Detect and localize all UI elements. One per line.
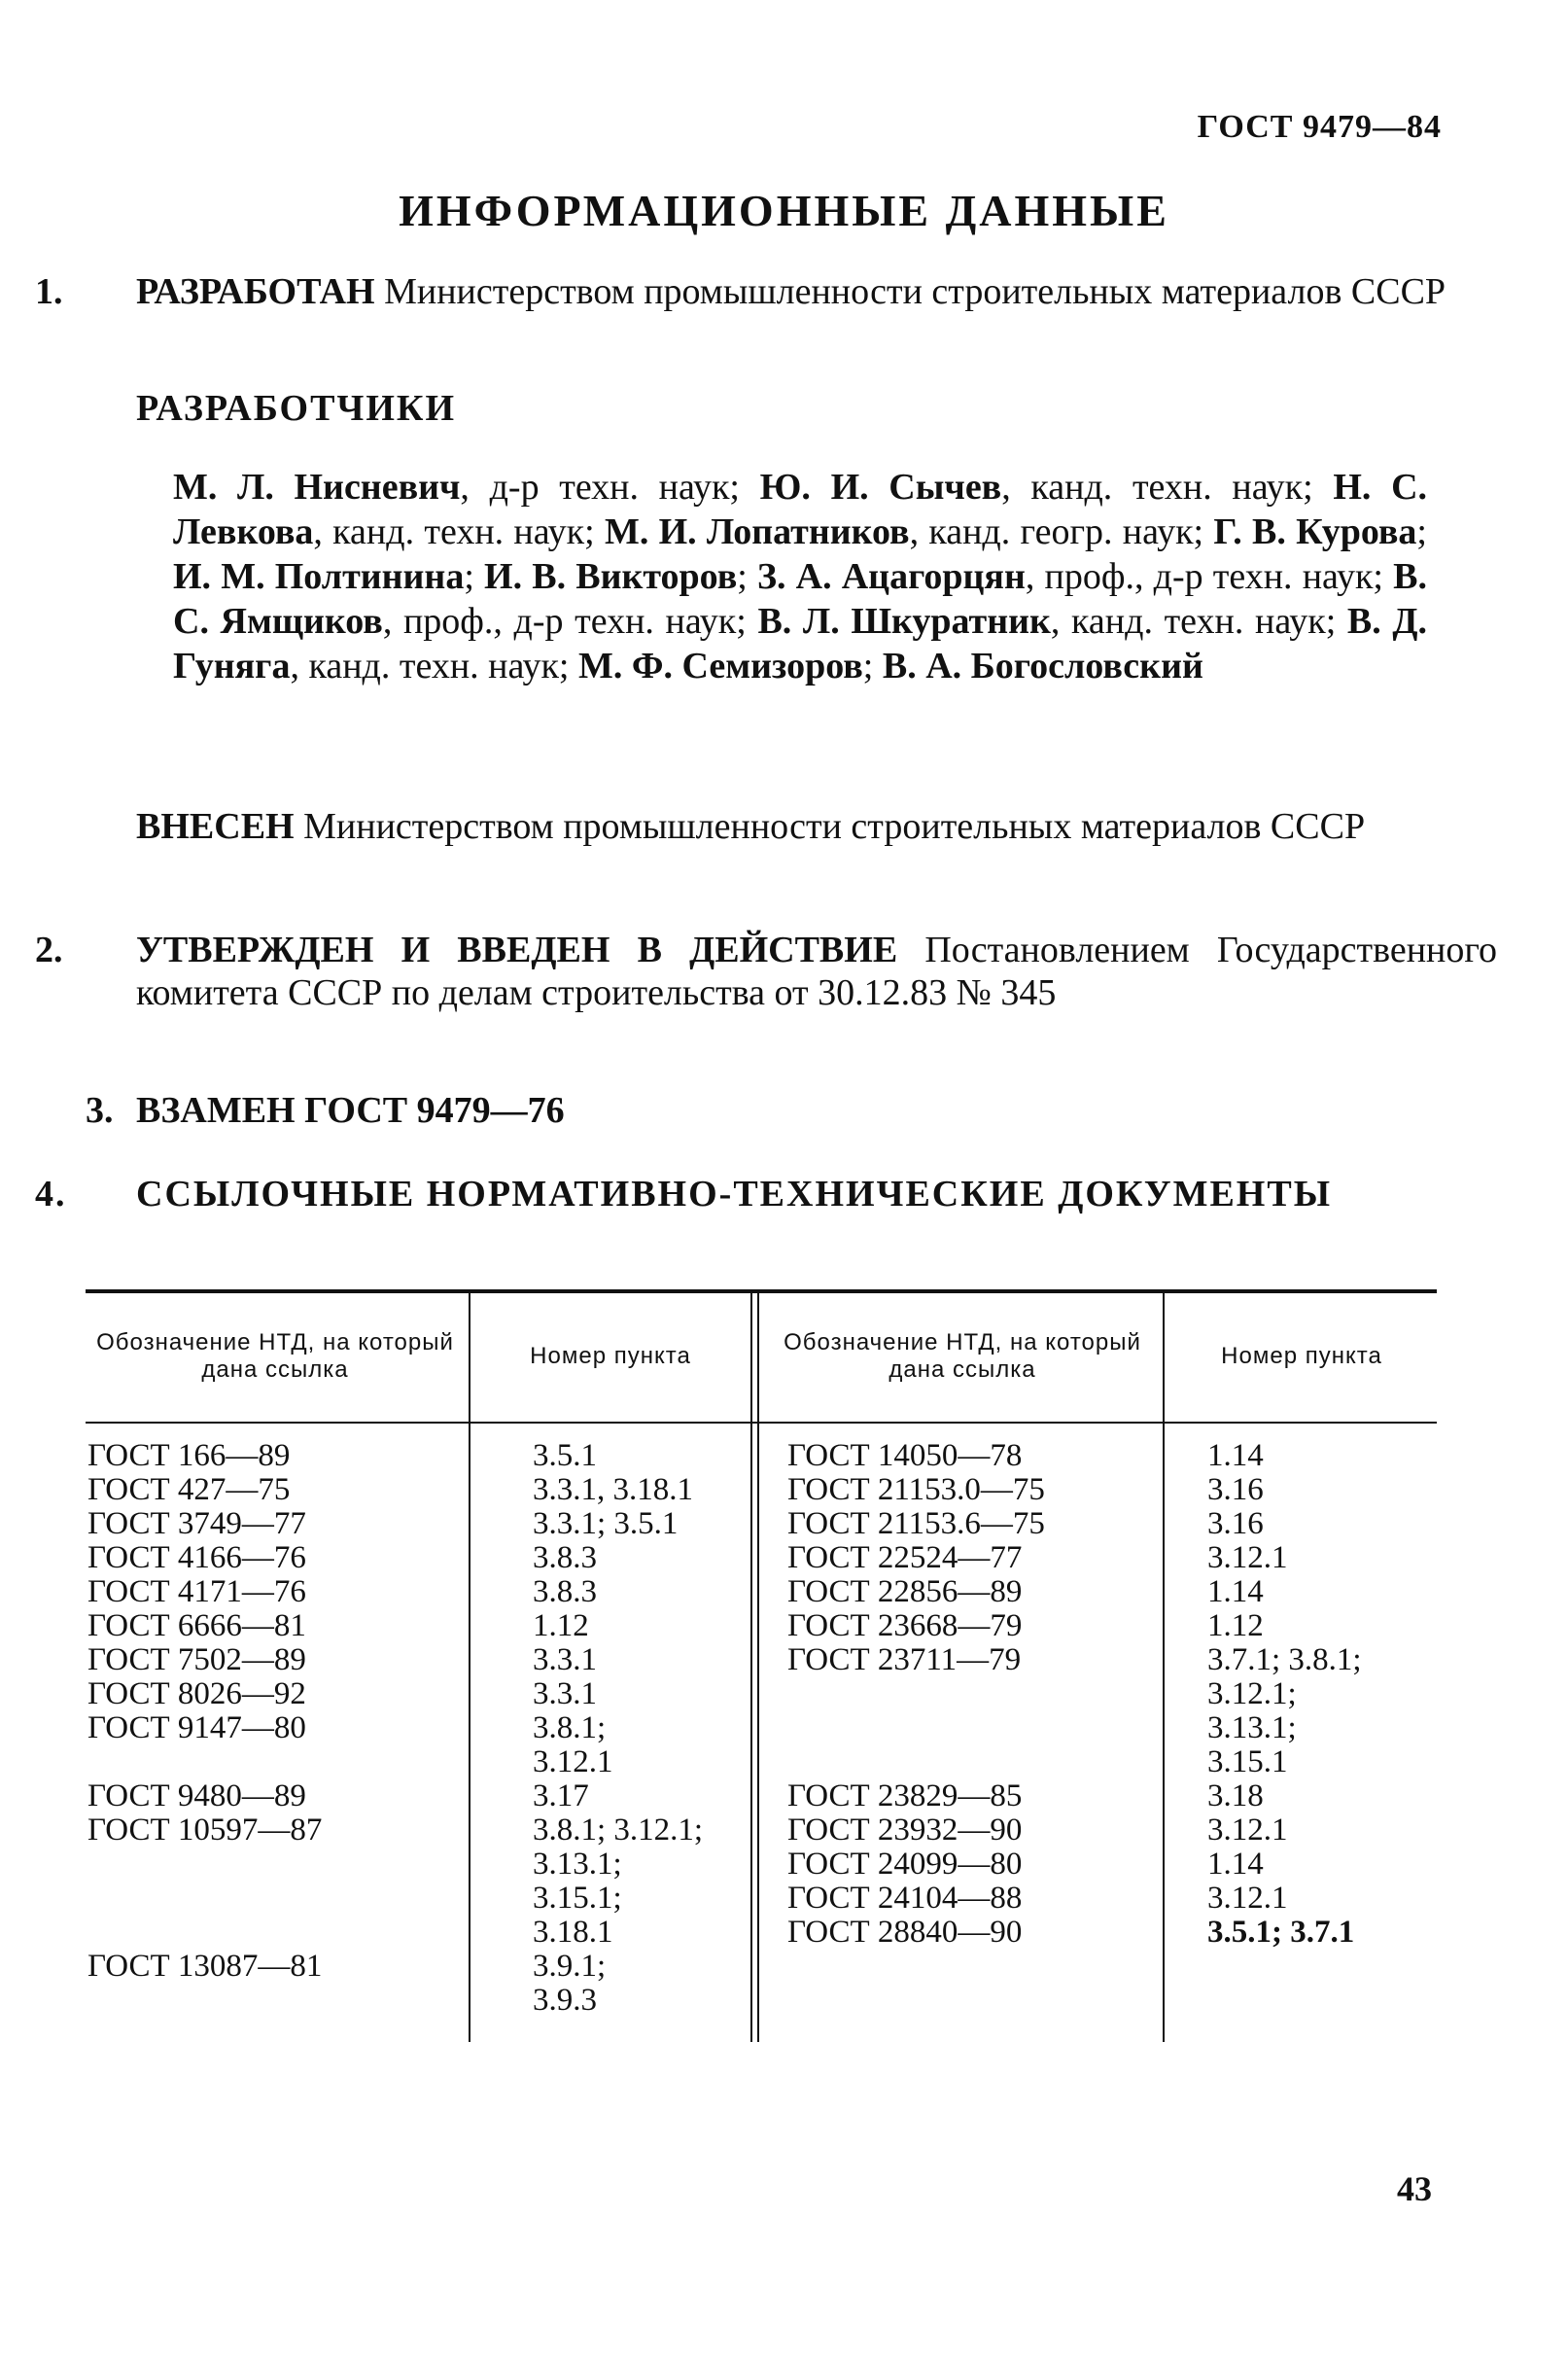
table-cell-doc: ГОСТ 4166—76 bbox=[87, 1540, 306, 1575]
page-number: 43 bbox=[1397, 2169, 1432, 2208]
developer-name: М. Л. Нисневич bbox=[173, 467, 461, 508]
developer-name: В. Л. Шкуратник bbox=[757, 601, 1051, 642]
introduced-by bbox=[136, 805, 1429, 848]
table-cell-doc bbox=[87, 1848, 462, 1882]
table-cell-point: 3.3.1, 3.18.1 bbox=[533, 1472, 693, 1507]
developer-name: И. М. Полтинина bbox=[173, 556, 465, 597]
table-cell-point: 3.12.1 bbox=[533, 1744, 613, 1779]
table-cell-doc: ГОСТ 23668—79 bbox=[787, 1608, 1023, 1643]
table-column-left-docs bbox=[87, 1439, 462, 2018]
table-cell-doc: ГОСТ 23711—79 bbox=[787, 1642, 1022, 1677]
item-lead: УТВЕРЖДЕН И ВВЕДЕН В ДЕЙСТВИЕ bbox=[136, 930, 898, 970]
item-lead: РАЗРАБОТАН bbox=[136, 271, 375, 312]
item-developed-by bbox=[35, 270, 1497, 313]
item-replaces bbox=[86, 1089, 1446, 1132]
developers-list bbox=[173, 465, 1427, 688]
table-cell-doc bbox=[787, 1677, 1157, 1711]
table-cell-doc: ГОСТ 427—75 bbox=[87, 1472, 291, 1507]
table-cell-point: 3.5.1; 3.7.1 bbox=[1207, 1915, 1355, 1950]
table-cell-point: 3.16 bbox=[1207, 1506, 1264, 1541]
table-cell-doc: ГОСТ 3749—77 bbox=[87, 1506, 306, 1541]
table-cell-point: 3.16 bbox=[1207, 1472, 1264, 1507]
table-cell-doc bbox=[87, 1984, 462, 2018]
table-cell-point: 3.5.1 bbox=[533, 1438, 597, 1473]
table-column-left-points bbox=[533, 1439, 751, 2018]
table-cell-doc: ГОСТ 8026—92 bbox=[87, 1676, 306, 1711]
table-cell-point: 3.8.3 bbox=[533, 1540, 597, 1575]
item-text: Постановлением Государственного комитета СССР по делам строительства от 30.12.83 № 345 bbox=[136, 930, 1498, 1013]
developer-name: В. С. Ямщиков bbox=[173, 556, 1427, 642]
table-cell-point: 3.3.1 bbox=[533, 1642, 597, 1677]
table-cell-point: 3.18 bbox=[1207, 1778, 1264, 1813]
item-text: Министерством промышленности строительных материалов СССР bbox=[384, 271, 1446, 312]
item-text: ССЫЛОЧНЫЕ НОРМАТИВНО-ТЕХНИЧЕСКИЕ ДОКУМЕНТЫ bbox=[136, 1174, 1333, 1214]
developer-title: ; bbox=[862, 646, 883, 686]
table-cell-doc: ГОСТ 9480—89 bbox=[87, 1778, 306, 1813]
table-cell-point: 1.12 bbox=[1207, 1608, 1264, 1643]
table-divider bbox=[757, 1293, 759, 2042]
developer-title: , д-р техн. наук; bbox=[460, 467, 760, 508]
table-cell-doc: ГОСТ 4171—76 bbox=[87, 1574, 306, 1609]
table-cell-point: 3.8.3 bbox=[533, 1574, 597, 1609]
page-title: ИНФОРМАЦИОННЫЕ ДАННЫЕ bbox=[399, 186, 1169, 235]
table-cell-doc: ГОСТ 22524—77 bbox=[787, 1540, 1023, 1575]
table-cell-doc: ГОСТ 28840—90 bbox=[787, 1915, 1023, 1950]
table-header-cell: Обозначение НТД, на который дана ссылка bbox=[784, 1329, 1141, 1383]
table-cell-doc: ГОСТ 24099—80 bbox=[787, 1847, 1023, 1882]
developer-title: , канд. техн. наук; bbox=[1050, 601, 1347, 642]
table-cell-point: 3.13.1; bbox=[533, 1847, 622, 1882]
table-cell-point: 3.17 bbox=[533, 1778, 589, 1813]
item-references bbox=[35, 1173, 1497, 1215]
item-number: 4. bbox=[35, 1174, 67, 1214]
table-header-cell: Номер пункта bbox=[530, 1343, 691, 1369]
table-cell-doc: ГОСТ 7502—89 bbox=[87, 1642, 306, 1677]
table-cell-point: 1.14 bbox=[1207, 1438, 1264, 1473]
table-divider bbox=[469, 1293, 470, 2042]
developer-name: Н. С. Левкова bbox=[173, 467, 1428, 552]
developer-title: ; bbox=[737, 556, 757, 597]
table-cell-doc: ГОСТ 23829—85 bbox=[787, 1778, 1023, 1813]
table-cell-doc: ГОСТ 21153.0—75 bbox=[787, 1472, 1045, 1507]
developer-title: , проф., д-р техн. наук; bbox=[382, 601, 758, 642]
item-number: 1. bbox=[35, 271, 63, 312]
table-cell-point: 3.8.1; 3.12.1; bbox=[533, 1812, 704, 1848]
introduced-text: Министерством промышленности строительных материалов СССР bbox=[303, 806, 1366, 847]
table-divider bbox=[1163, 1293, 1165, 2042]
table-cell-point: 3.13.1; bbox=[1207, 1710, 1297, 1745]
developer-title: , канд. техн. наук; bbox=[313, 511, 605, 552]
table-cell-doc: ГОСТ 23932—90 bbox=[787, 1812, 1023, 1848]
table-cell-doc: ГОСТ 13087—81 bbox=[87, 1949, 323, 1984]
item-text: ВЗАМЕН ГОСТ 9479—76 bbox=[136, 1090, 565, 1131]
developer-title: , канд. техн. наук; bbox=[290, 646, 578, 686]
developer-name: В. А. Богословский bbox=[882, 646, 1203, 686]
table-cell-point: 1.14 bbox=[1207, 1847, 1264, 1882]
standard-code: ГОСТ 9479—84 bbox=[1197, 109, 1442, 145]
developer-title: , канд. геогр. наук; bbox=[909, 511, 1214, 552]
developer-name: М. И. Лопатников bbox=[604, 511, 910, 552]
developer-name: М. Ф. Семизоров bbox=[577, 646, 863, 686]
developer-name: Г. В. Курова bbox=[1213, 511, 1417, 552]
table-cell-doc: ГОСТ 166—89 bbox=[87, 1438, 291, 1473]
table-column-right-points bbox=[1207, 1439, 1437, 1950]
introduced-lead: ВНЕСЕН bbox=[136, 806, 295, 847]
table-cell-doc bbox=[787, 1745, 1157, 1779]
table-cell-doc: ГОСТ 24104—88 bbox=[787, 1881, 1023, 1916]
table-column-right-docs bbox=[787, 1439, 1157, 1950]
table-cell-point: 3.9.3 bbox=[533, 1983, 597, 2018]
table-cell-doc: ГОСТ 10597—87 bbox=[87, 1812, 323, 1848]
table-cell-point: 3.12.1 bbox=[1207, 1812, 1288, 1848]
developer-name: И. В. Викторов bbox=[484, 556, 738, 597]
table-cell-doc: ГОСТ 22856—89 bbox=[787, 1574, 1023, 1609]
item-approved bbox=[35, 929, 1498, 1014]
item-number: 3. bbox=[86, 1090, 114, 1131]
table-cell-doc bbox=[87, 1916, 462, 1950]
table-cell-doc: ГОСТ 21153.6—75 bbox=[787, 1506, 1045, 1541]
table-cell-point: 3.12.1 bbox=[1207, 1881, 1288, 1916]
developer-title: ; bbox=[1416, 511, 1427, 552]
developers-heading: РАЗРАБОТЧИКИ bbox=[136, 388, 457, 429]
developer-title: , проф., д-р техн. наук; bbox=[1025, 556, 1394, 597]
table-cell-doc: ГОСТ 6666—81 bbox=[87, 1608, 306, 1643]
table-header-rule bbox=[86, 1422, 1437, 1424]
table-cell-point: 1.14 bbox=[1207, 1574, 1264, 1609]
developer-name: Ю. И. Сычев bbox=[759, 467, 1002, 508]
table-cell-point: 3.9.1; bbox=[533, 1949, 607, 1984]
table-cell-doc: ГОСТ 14050—78 bbox=[787, 1438, 1023, 1473]
item-number: 2. bbox=[35, 930, 63, 970]
developer-name: З. А. Ацагорцян bbox=[756, 556, 1026, 597]
table-cell-doc: ГОСТ 9147—80 bbox=[87, 1710, 306, 1745]
table-cell-point: 3.3.1 bbox=[533, 1676, 597, 1711]
table-cell-point: 3.18.1 bbox=[533, 1915, 613, 1950]
table-cell-point: 3.15.1 bbox=[1207, 1744, 1288, 1779]
table-cell-point: 3.7.1; 3.8.1; bbox=[1207, 1642, 1362, 1677]
table-cell-point: 3.3.1; 3.5.1 bbox=[533, 1506, 679, 1541]
table-cell-doc bbox=[87, 1745, 462, 1779]
table-cell-point: 1.12 bbox=[533, 1608, 589, 1643]
table-top-rule bbox=[86, 1289, 1437, 1293]
developer-title: , канд. техн. наук; bbox=[1001, 467, 1334, 508]
table-cell-point: 3.8.1; bbox=[533, 1710, 607, 1745]
table-cell-point: 3.12.1 bbox=[1207, 1540, 1288, 1575]
developer-name: В. Д. Гуняга bbox=[173, 601, 1428, 686]
table-header-cell: Обозначение НТД, на который дана ссылка bbox=[96, 1329, 454, 1383]
table-cell-doc bbox=[787, 1711, 1157, 1745]
table-cell-point: 3.15.1; bbox=[533, 1881, 622, 1916]
developer-title: ; bbox=[464, 556, 485, 597]
table-cell-point: 3.12.1; bbox=[1207, 1676, 1297, 1711]
table-header-cell: Номер пункта bbox=[1221, 1343, 1382, 1369]
table-cell-doc bbox=[87, 1882, 462, 1916]
